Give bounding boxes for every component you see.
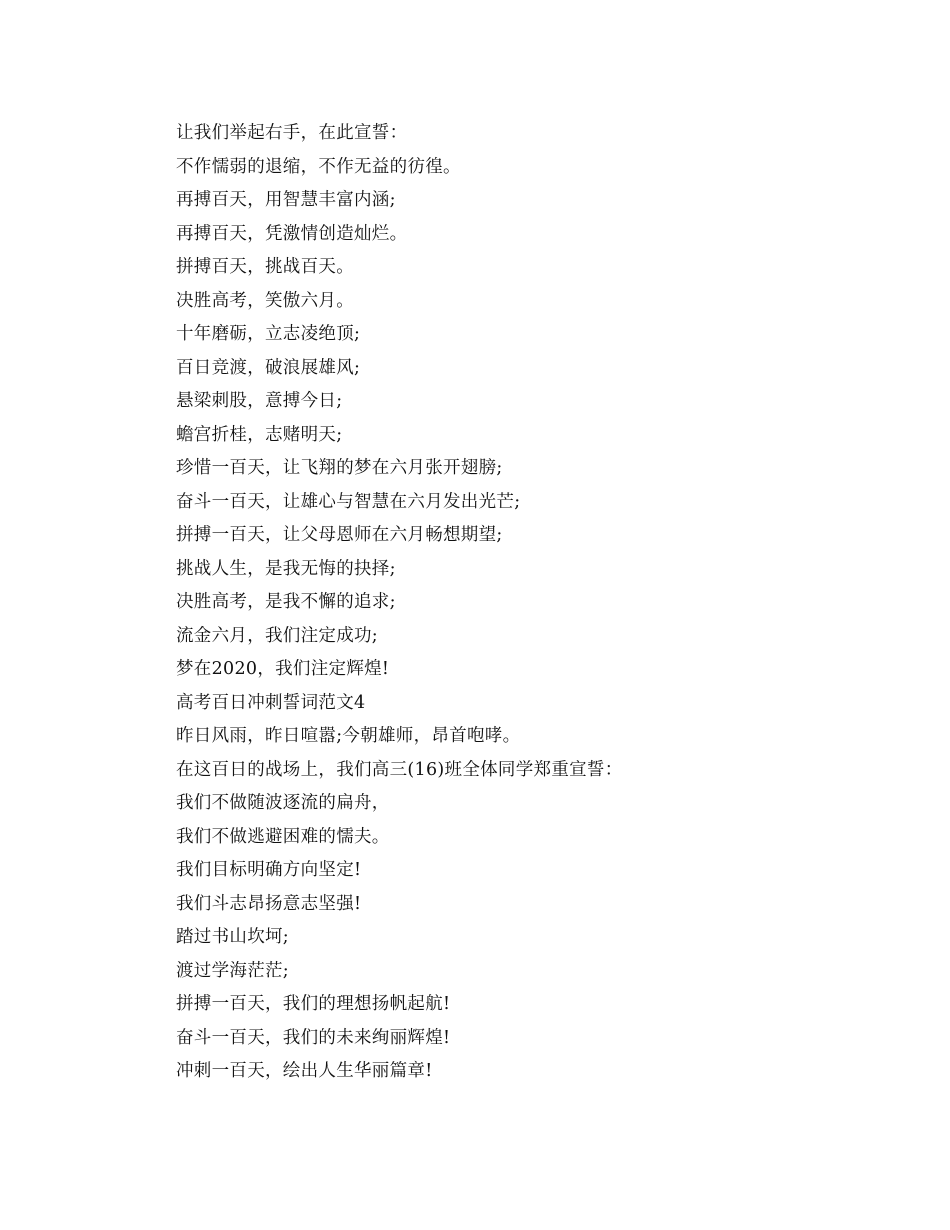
text-line: 蟾宫折桂，志赌明天; [176,424,343,445]
text-line: 在这百日的战场上，我们高三(16)班全体同学郑重宣誓： [176,759,623,780]
text-line: 再搏百天，凭激情创造灿烂。 [176,223,408,244]
text-line: 不作懦弱的退缩，不作无益的彷徨。 [176,156,461,177]
text-line: 挑战人生，是我无悔的抉择; [176,558,396,579]
text-line: 珍惜一百天，让飞翔的梦在六月张开翅膀; [176,458,503,478]
text-line: 拼搏一百天，让父母恩师在六月畅想期望; [176,525,503,545]
text-line: 奋斗一百天，我们的未来绚丽辉煌! [176,1027,451,1048]
text-line: 决胜高考，笑傲六月。 [176,290,354,311]
text-line: 冲刺一百天，绘出人生华丽篇章! [176,1061,433,1081]
text-line: 再搏百天，用智慧丰富内涵; [176,190,396,210]
text-line: 踏过书山坎坷; [176,927,289,947]
text-line: 我们目标明确方向坚定! [176,860,362,880]
text-line: 我们斗志昂扬意志坚强! [176,893,362,914]
text-line: 十年磨砺，立志凌绝顶; [176,324,361,344]
text-line: 悬梁刺股，意搏今日; [176,391,343,411]
text-line: 奋斗一百天，让雄心与智慧在六月发出光芒; [176,491,521,512]
text-line: 让我们举起右手，在此宣誓： [176,123,408,143]
text-line: 梦在2020，我们注定辉煌! [176,659,390,679]
text-line: 我们不做逃避困难的懦夫。 [176,826,390,847]
text-line: 决胜高考，是我不懈的追求; [176,592,396,612]
text-line: 昨日风雨，昨日喧嚣;今朝雄师，昂首咆哮。 [176,726,521,746]
text-line: 百日竞渡，破浪展雄风; [176,357,361,378]
text-line: 渡过学海茫茫; [176,960,289,981]
text-line: 我们不做随波逐流的扁舟， [176,793,390,813]
document-body [176,117,876,1089]
text-line: 拼搏百天，挑战百天。 [176,257,354,277]
text-line: 流金六月，我们注定成功; [176,625,378,646]
section-heading: 高考百日冲刺誓词范文4 [176,692,366,713]
text-line: 拼搏一百天，我们的理想扬帆起航! [176,994,451,1014]
